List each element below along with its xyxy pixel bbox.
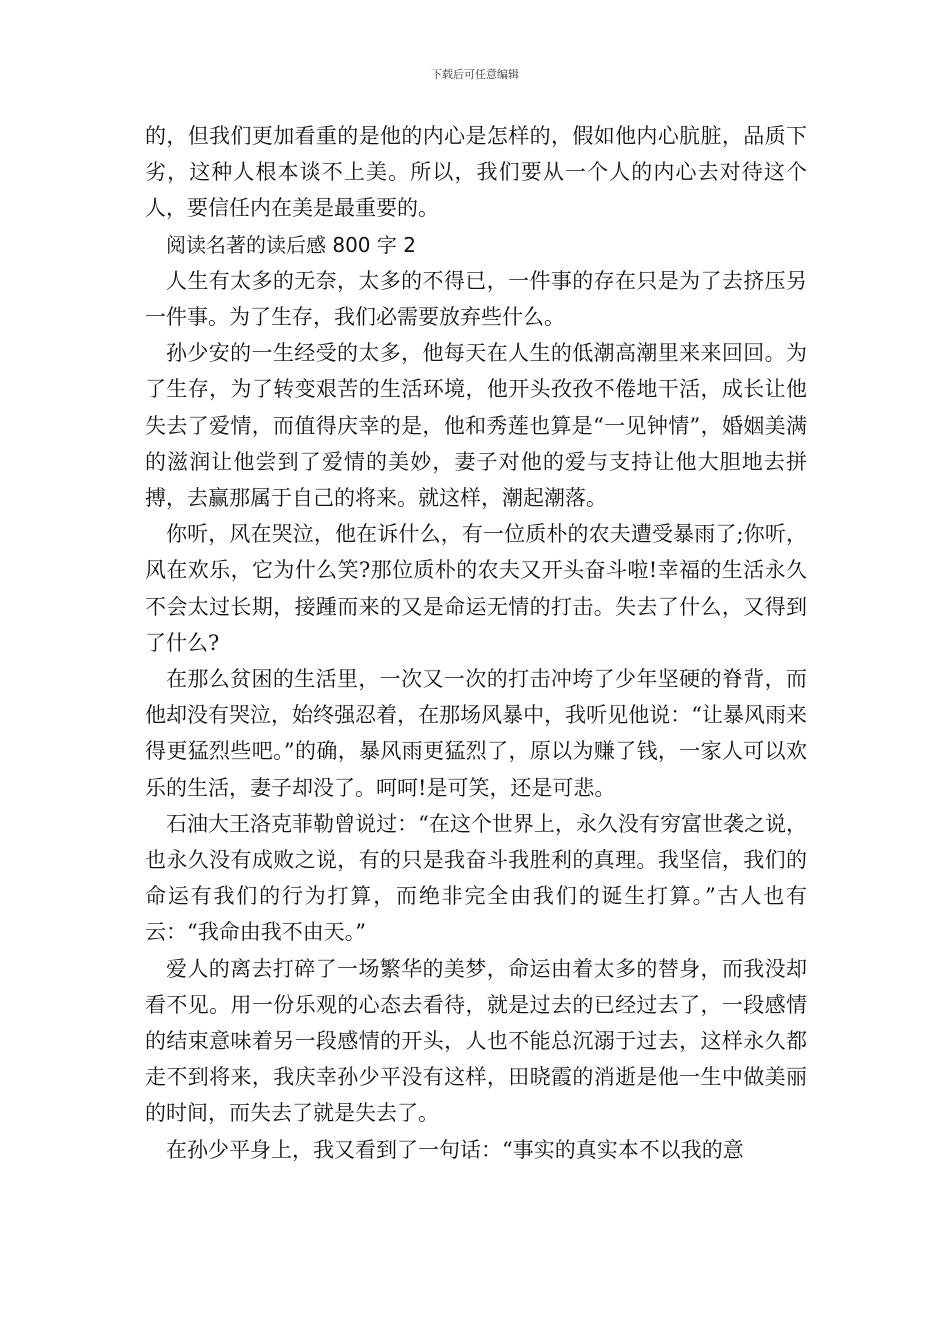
page-header: 下载后可任意编辑 <box>431 68 519 81</box>
paragraph: 爱人的离去打碎了一场繁华的美梦，命运由着太多的替身，而我没却看不见。用一份乐观的心态去看待，就是过去的已经过去了，一段感情的结束意味着另一段感情的开头，人也不能总沉溺于过去，这样永久都走不到将来，我庆幸孙少平没有这样，田晓霞的消逝是他一生中做美丽的时间，而失去了就是失去了。 <box>145 956 807 1126</box>
continued-paragraph: 的，但我们更加看重的是他的内心是怎样的，假如他内心肮脏，品质下劣，这种人根本谈不上美。所以，我们要从一个人的内心去对待这个人，要信任内在美是最重要的。 <box>145 124 807 221</box>
paragraph: 孙少安的一生经受的太多，他每天在人生的低潮高潮里来来回回。为了生存，为了转变艰苦的生活环境，他开头孜孜不倦地干活，成长让他失去了爱情，而值得庆幸的是，他和秀莲也算是“一见钟情”，婚姻美满的滋润让他尝到了爱情的美妙，妻子对他的爱与支持让他大胆地去拼搏，去赢那属于自己的将来。就这样，潮起潮落。 <box>145 341 807 511</box>
paragraph: 石油大王洛克菲勒曾说过：“在这个世界上，永久没有穷富世袭之说，也永久没有成败之说，有的只是我奋斗我胜利的真理。我坚信，我们的命运有我们的行为打算，而绝非完全由我们的诞生打算。”古人也有云：“我命由我不由天。” <box>145 811 807 945</box>
section-title: 阅读名著的读后感 800 字 2 <box>166 232 416 257</box>
paragraph: 你听，风在哭泣，他在诉什么，有一位质朴的农夫遭受暴雨了;你听，风在欢乐，它为什么笑?那位质朴的农夫又开头奋斗啦!幸福的生活永久不会太过长期，接踵而来的又是命运无情的打击。失去了什么，又得到了什么? <box>145 522 807 655</box>
document-body <box>145 118 807 1168</box>
paragraph: 人生有太多的无奈，太多的不得已，一件事的存在只是为了去挤压另一件事。为了生存，我们必需要放弃些什么。 <box>145 268 807 330</box>
paragraph: 在孙少平身上，我又看到了一句话：“事实的真实本不以我的意 <box>166 1137 744 1162</box>
paragraph: 在那么贫困的生活里，一次又一次的打击冲垮了少年坚硬的脊背，而他却没有哭泣，始终强忍着，在那场风暴中，我听见他说：“让暴风雨来得更猛烈些吧。”的确，暴风雨更猛烈了，原以为赚了钱，一家人可以欢乐的生活，妻子却没了。呵呵!是可笑，还是可悲。 <box>145 667 807 800</box>
